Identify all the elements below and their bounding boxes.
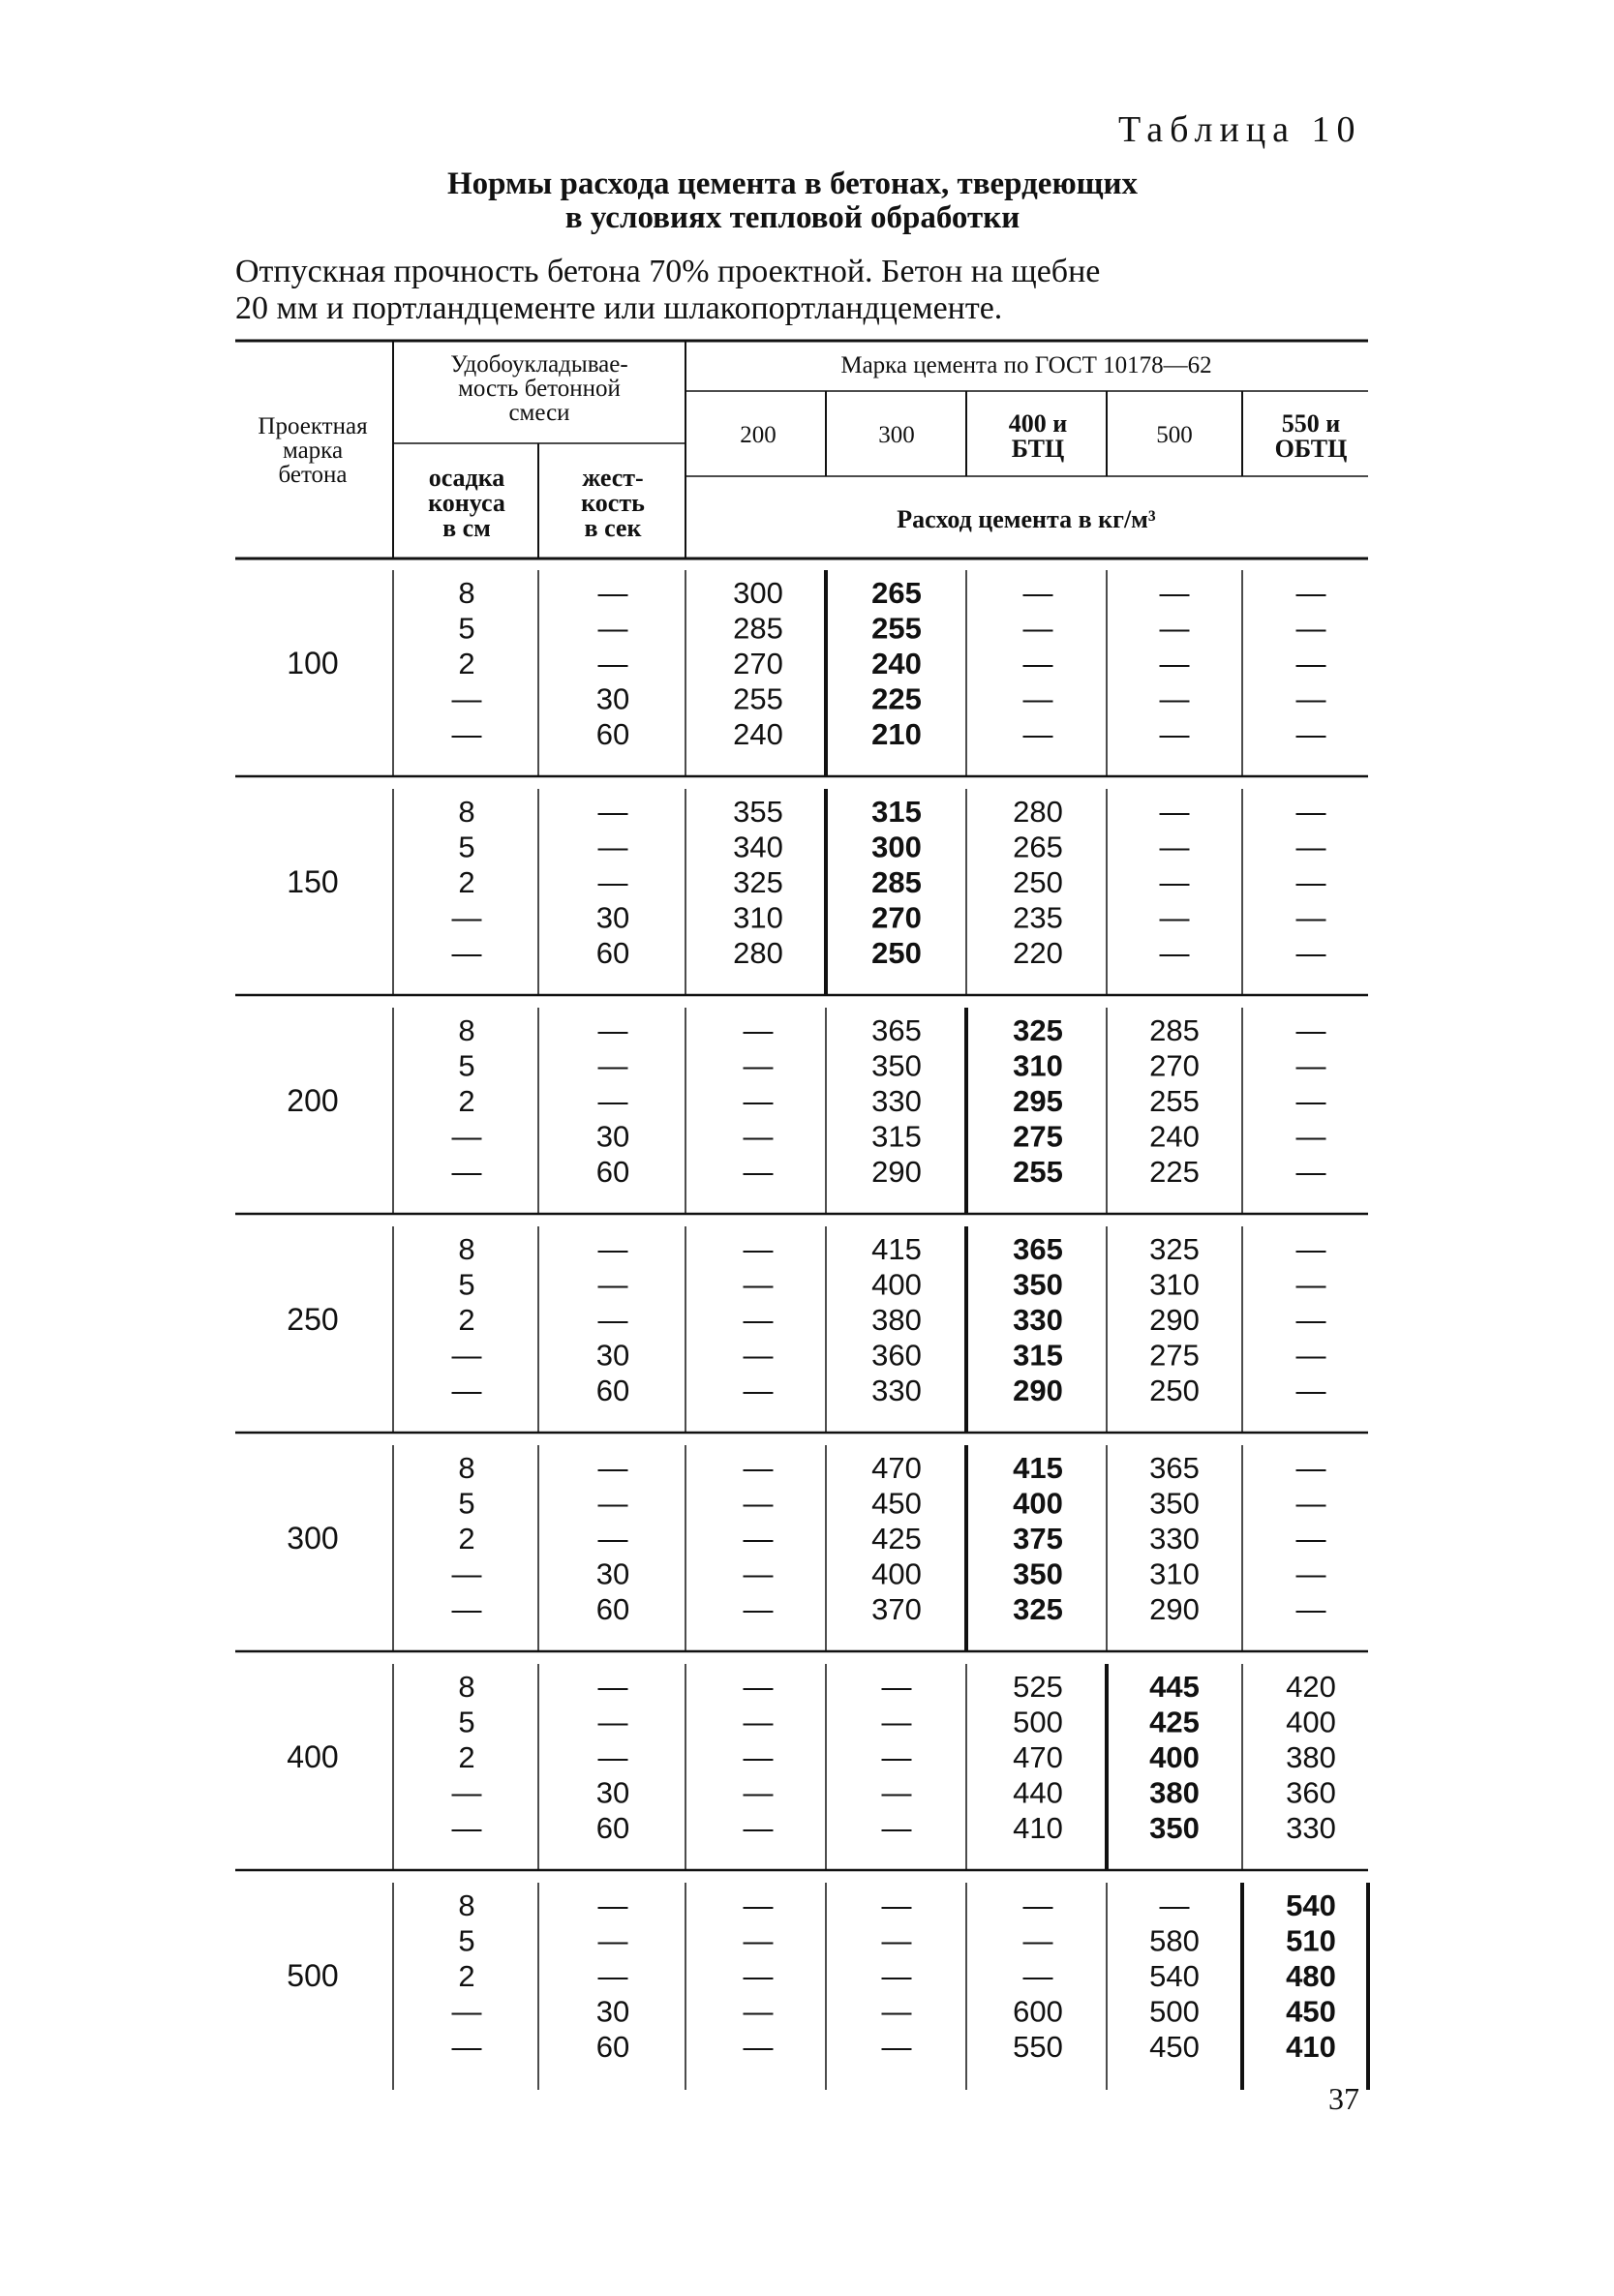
table-cell: —	[451, 936, 482, 970]
table-cell: 255	[871, 611, 922, 646]
table-cell: 365	[871, 1013, 922, 1047]
table-cell: —	[881, 1959, 912, 1993]
table-cell: 330	[871, 1374, 922, 1407]
table-cell: —	[1295, 1522, 1326, 1556]
table-cell: —	[743, 1155, 774, 1189]
table-cell: 370	[871, 1592, 922, 1626]
table-cell: —	[743, 1740, 774, 1774]
table-cell: 255	[1149, 1084, 1200, 1118]
header-workability-label: смеси	[508, 400, 570, 426]
table-cell: —	[743, 1556, 774, 1591]
table-cell: 600	[1013, 1994, 1063, 2029]
table-cell: —	[881, 1888, 912, 1922]
table-cell: 8	[458, 1013, 475, 1047]
table-cell: 425	[1149, 1705, 1200, 1739]
table-cell: —	[743, 1959, 774, 1993]
table-cell: 8	[458, 1888, 475, 1922]
table-cell: 280	[1013, 795, 1063, 829]
table-cell: —	[451, 681, 482, 716]
table-cell: 2	[458, 647, 475, 680]
table-cell: —	[1159, 865, 1190, 899]
table-cell: —	[743, 1775, 774, 1810]
table-cell: 510	[1286, 1923, 1336, 1958]
table-cell: —	[597, 1451, 628, 1485]
table-cell: 330	[871, 1084, 922, 1118]
table-cell: 360	[871, 1338, 922, 1373]
header-consumption-label: Расход цемента в кг/м³	[897, 505, 1156, 533]
table-cell: 8	[458, 795, 475, 829]
table-cell: 415	[871, 1232, 922, 1266]
table-cell: —	[451, 1811, 482, 1845]
table-cell: —	[1295, 900, 1326, 935]
grade-cell: 200	[287, 1083, 339, 1118]
table-label: Таблица 10	[1118, 109, 1362, 150]
grade-cell: 500	[287, 1958, 339, 1993]
table-cell: 400	[1286, 1705, 1336, 1739]
table-body	[287, 576, 1336, 2064]
table-cell: —	[597, 1959, 628, 1993]
table-cell: —	[743, 1486, 774, 1521]
header-stiffness-label: кость	[581, 489, 645, 517]
table-cell: —	[451, 900, 482, 935]
table-cell: 210	[871, 717, 922, 751]
table-cell: —	[1295, 795, 1326, 829]
header-brand-200: 200	[740, 422, 777, 448]
table-cell: —	[743, 1923, 774, 1958]
table-cell: 580	[1149, 1923, 1200, 1958]
grade-cell: 400	[287, 1739, 339, 1774]
table-cell: —	[451, 1994, 482, 2029]
table-cell: 30	[595, 681, 630, 716]
table-cell: —	[1295, 1451, 1326, 1485]
table-cell: 30	[595, 1119, 630, 1154]
table-cell: 8	[458, 576, 475, 610]
table-cell: 60	[595, 936, 630, 970]
table-cell: —	[1295, 1013, 1326, 1047]
table-cell: —	[1159, 830, 1190, 864]
table-cell: 275	[1013, 1119, 1063, 1154]
table-cell: —	[597, 1522, 628, 1556]
table-cell: 325	[733, 865, 783, 899]
table-cell: —	[597, 1670, 628, 1704]
table-cell: —	[1295, 1267, 1326, 1302]
table-cell: —	[597, 1705, 628, 1739]
table-cell: 8	[458, 1451, 475, 1485]
header-brand-label: ОБТЦ	[1274, 435, 1348, 463]
table-cell: —	[597, 647, 628, 680]
table-cell: 30	[595, 1556, 630, 1591]
table-cell: —	[1295, 717, 1326, 751]
table-cell: —	[881, 1775, 912, 1810]
table-cell: 380	[1149, 1775, 1200, 1810]
table-cell: 5	[458, 1705, 475, 1739]
table-cell: —	[743, 1522, 774, 1556]
table-cell: —	[451, 1374, 482, 1407]
table-cell: 60	[595, 1811, 630, 1845]
table-cell: —	[597, 1740, 628, 1774]
table-cell: —	[743, 1232, 774, 1266]
table-cell: 310	[1149, 1267, 1200, 1302]
table-cell: —	[1295, 1048, 1326, 1083]
table-cell: —	[743, 1670, 774, 1704]
header-stiffness-label: жест-	[582, 464, 644, 492]
header-slump-label: в см	[442, 514, 491, 542]
table-cell: —	[1022, 681, 1053, 716]
table-cell: —	[743, 1888, 774, 1922]
table-cell: 470	[1013, 1740, 1063, 1774]
table-cell: —	[1295, 681, 1326, 716]
table-cell: 330	[1286, 1811, 1336, 1845]
table-cell: 5	[458, 1486, 475, 1521]
table-cell: 280	[733, 936, 783, 970]
header-brand-label: БТЦ	[1011, 435, 1065, 463]
table-cell: —	[743, 1084, 774, 1118]
table-cell: 330	[1149, 1522, 1200, 1556]
table-cell: 420	[1286, 1670, 1336, 1704]
table-cell: —	[1295, 1303, 1326, 1337]
table-cell: —	[451, 2030, 482, 2064]
table-cell: 30	[595, 1994, 630, 2029]
table-cell: —	[1022, 647, 1053, 680]
table-cell: —	[743, 1267, 774, 1302]
table-cell: 8	[458, 1670, 475, 1704]
table-cell: 355	[733, 795, 783, 829]
table-cell: —	[1159, 681, 1190, 716]
header-brand-500: 500	[1156, 422, 1193, 448]
table-cell: 5	[458, 1048, 475, 1083]
table-cell: 5	[458, 611, 475, 646]
table-cell: 350	[871, 1048, 922, 1083]
table-header	[258, 351, 1347, 542]
table-cell: —	[597, 1888, 628, 1922]
table-cell: —	[451, 1556, 482, 1591]
table-cell: —	[1295, 1556, 1326, 1591]
header-slump-label: конуса	[428, 489, 505, 517]
table-cell: 440	[1013, 1775, 1063, 1810]
table-cell: 310	[1149, 1556, 1200, 1591]
header-brand-label: 400 и	[1008, 409, 1068, 438]
table-cell: —	[1295, 1592, 1326, 1626]
table-cell: —	[1022, 1923, 1053, 1958]
table-title-line-1: Нормы расхода цемента в бетонах, твердеющих	[446, 166, 1139, 201]
table-cell: 285	[733, 611, 783, 646]
table-cell: —	[881, 1994, 912, 2029]
table-cell: —	[1295, 1374, 1326, 1407]
table-cell: —	[1159, 647, 1190, 680]
table-cell: —	[451, 717, 482, 751]
table-cell: —	[597, 1084, 628, 1118]
header-grade-label: Проектная	[258, 413, 368, 439]
table-cell: —	[1295, 865, 1326, 899]
table-cell: 330	[1013, 1303, 1063, 1337]
table-cell: —	[1159, 717, 1190, 751]
table-cell: 310	[1013, 1048, 1063, 1083]
table-cell: 285	[1149, 1013, 1200, 1047]
table-title-line-2: в условиях тепловой обработки	[564, 200, 1020, 235]
header-brand-label: 550 и	[1281, 409, 1341, 438]
table-cell: —	[1295, 1119, 1326, 1154]
table-cell: 315	[1013, 1338, 1063, 1373]
table-cell: —	[597, 865, 628, 899]
table-cell: 270	[733, 647, 783, 680]
table-cell: —	[597, 1303, 628, 1337]
table-cell: 250	[1149, 1374, 1200, 1407]
table-cell: —	[881, 1740, 912, 1774]
table-cell: 250	[1013, 865, 1063, 899]
table-cell: —	[1022, 576, 1053, 610]
table-cell: —	[1295, 1232, 1326, 1266]
table-cell: —	[597, 1232, 628, 1266]
table-cell: 410	[1013, 1811, 1063, 1845]
table-cell: —	[743, 2030, 774, 2064]
table-cell: 410	[1286, 2030, 1336, 2064]
table-cell: —	[743, 1338, 774, 1373]
page-number: 37	[1328, 2081, 1359, 2116]
table-cell: 480	[1286, 1959, 1336, 1993]
table-cell: —	[1022, 717, 1053, 751]
table-cell: 300	[871, 830, 922, 864]
table-cell: —	[743, 1592, 774, 1626]
table-cell: 310	[733, 900, 783, 935]
table-cell: 450	[1286, 1994, 1336, 2029]
table-cell: 220	[1013, 936, 1063, 970]
table-cell: —	[1295, 830, 1326, 864]
table-cell: —	[1159, 936, 1190, 970]
table-cell: 450	[871, 1486, 922, 1521]
intro-line-1: Отпускная прочность бетона 70% проектной. Бетон на щебне	[235, 254, 1101, 289]
table-cell: —	[1295, 647, 1326, 680]
table-cell: —	[1295, 936, 1326, 970]
table-cell: 8	[458, 1232, 475, 1266]
table-cell: 470	[871, 1451, 922, 1485]
table-cell: 255	[1013, 1155, 1063, 1189]
table-cell: 2	[458, 1522, 475, 1556]
table-cell: —	[597, 611, 628, 646]
table-cell: 285	[871, 865, 922, 899]
table-cell: 500	[1013, 1705, 1063, 1739]
table-cell: 235	[1013, 900, 1063, 935]
table-cell: —	[451, 1592, 482, 1626]
table-cell: —	[597, 1048, 628, 1083]
table-cell: —	[743, 1705, 774, 1739]
table-cell: —	[743, 1303, 774, 1337]
table-cell: 5	[458, 1923, 475, 1958]
table-cell: 290	[1013, 1374, 1063, 1407]
table-cell: 445	[1149, 1670, 1200, 1704]
table-cell: —	[597, 576, 628, 610]
table-cell: 250	[871, 936, 922, 970]
intro-line-2: 20 мм и портландцементе или шлакопортландцементе.	[235, 290, 1003, 326]
header-brand-300: 300	[878, 422, 915, 448]
table-cell: 30	[595, 900, 630, 935]
table-cell: 295	[1013, 1084, 1063, 1118]
table-cell: 400	[1013, 1486, 1063, 1521]
table-cell: 315	[871, 795, 922, 829]
grade-cell: 300	[287, 1521, 339, 1556]
table-cell: 265	[1013, 830, 1063, 864]
table-cell: 360	[1286, 1775, 1336, 1810]
table-cell: 270	[871, 900, 922, 935]
header-slump-label: осадка	[428, 464, 505, 492]
table-cell: —	[881, 1670, 912, 1704]
table-cell: —	[1295, 576, 1326, 610]
table-cell: 325	[1149, 1232, 1200, 1266]
grade-cell: 150	[287, 864, 339, 899]
table-cell: 315	[871, 1119, 922, 1154]
table-cell: 450	[1149, 2030, 1200, 2064]
table-cell: 265	[871, 576, 922, 610]
table-cell: 290	[1149, 1592, 1200, 1626]
header-workability-label: Удобоукладывае-	[450, 351, 628, 378]
table-cell: —	[1295, 1486, 1326, 1521]
table-cell: —	[743, 1451, 774, 1485]
table-cell: 5	[458, 830, 475, 864]
table-cell: 540	[1286, 1888, 1336, 1922]
table-cell: —	[1022, 1888, 1053, 1922]
table-cell: 240	[871, 647, 922, 680]
table-cell: —	[597, 830, 628, 864]
table-cell: 380	[1286, 1740, 1336, 1774]
table-cell: —	[743, 1048, 774, 1083]
table-cell: 525	[1013, 1670, 1063, 1704]
table-cell: 380	[871, 1303, 922, 1337]
table-cell: 290	[871, 1155, 922, 1189]
table-cell: 350	[1149, 1486, 1200, 1521]
table-cell: —	[881, 1811, 912, 1845]
table-cell: 425	[871, 1522, 922, 1556]
table-cell: 540	[1149, 1959, 1200, 1993]
table-cell: —	[451, 1119, 482, 1154]
table-cell: 240	[1149, 1119, 1200, 1154]
table-cell: 300	[733, 576, 783, 610]
table-cell: —	[1159, 576, 1190, 610]
table-cell: 30	[595, 1338, 630, 1373]
table-cell: 400	[871, 1267, 922, 1302]
table-cell: 290	[1149, 1303, 1200, 1337]
table-cell: 365	[1149, 1451, 1200, 1485]
table-cell: 270	[1149, 1048, 1200, 1083]
table-cell: —	[597, 1923, 628, 1958]
table-cell: 500	[1149, 1994, 1200, 2029]
table-cell: —	[1295, 611, 1326, 646]
header-stiffness-label: в сек	[584, 514, 642, 542]
table-cell: —	[743, 1994, 774, 2029]
table-cell: 350	[1013, 1556, 1063, 1591]
table-cell: 2	[458, 865, 475, 899]
table-cell: 60	[595, 717, 630, 751]
table-cell: 60	[595, 1374, 630, 1407]
header-workability-label: мость бетонной	[458, 376, 621, 402]
table-cell: —	[743, 1811, 774, 1845]
table-cell: 60	[595, 1155, 630, 1189]
table-cell: —	[1159, 611, 1190, 646]
table-cell: 375	[1013, 1522, 1063, 1556]
table-cell: 255	[733, 681, 783, 716]
table-cell: —	[881, 1923, 912, 1958]
table-cell: —	[597, 1013, 628, 1047]
header-grade-label: бетона	[278, 462, 348, 488]
table-cell: 2	[458, 1084, 475, 1118]
grade-cell: 100	[287, 646, 339, 680]
table-cell: —	[881, 1705, 912, 1739]
grade-cell: 250	[287, 1302, 339, 1337]
header-cement-brand-label: Марка цемента по ГОСТ 10178—62	[840, 352, 1212, 378]
table-cell: —	[451, 1155, 482, 1189]
table-cell: 415	[1013, 1451, 1063, 1485]
table-cell: 240	[733, 717, 783, 751]
table-cell: 2	[458, 1959, 475, 1993]
table-cell: 325	[1013, 1013, 1063, 1047]
table-cell: 60	[595, 2030, 630, 2064]
table-cell: —	[451, 1775, 482, 1810]
table-cell: 325	[1013, 1592, 1063, 1626]
table-cell: —	[451, 1338, 482, 1373]
header-grade-label: марка	[282, 438, 344, 464]
table-cell: 400	[871, 1556, 922, 1591]
table-cell: 2	[458, 1303, 475, 1337]
table-cell: 350	[1013, 1267, 1063, 1302]
table-cell: —	[597, 1267, 628, 1302]
table-cell: —	[1022, 611, 1053, 646]
table-cell: —	[1295, 1338, 1326, 1373]
table-cell: —	[743, 1119, 774, 1154]
table-cell: —	[1295, 1155, 1326, 1189]
table-cell: 350	[1149, 1811, 1200, 1845]
table-cell: 5	[458, 1267, 475, 1302]
table-cell: 30	[595, 1775, 630, 1810]
table-cell: 275	[1149, 1338, 1200, 1373]
table-cell: 2	[458, 1740, 475, 1774]
table-cell: 340	[733, 830, 783, 864]
table-cell: —	[743, 1013, 774, 1047]
table-cell: —	[597, 795, 628, 829]
table-cell: 225	[871, 681, 922, 716]
table-cell: —	[1159, 795, 1190, 829]
table-cell: 60	[595, 1592, 630, 1626]
table-cell: 550	[1013, 2030, 1063, 2064]
table-cell: —	[1295, 1084, 1326, 1118]
table-cell: 225	[1149, 1155, 1200, 1189]
table-cell: —	[743, 1374, 774, 1407]
table-cell: 365	[1013, 1232, 1063, 1266]
table-cell: 400	[1149, 1740, 1200, 1774]
table-cell: —	[597, 1486, 628, 1521]
table-cell: —	[1159, 900, 1190, 935]
table-cell: —	[881, 2030, 912, 2064]
table-cell: —	[1159, 1888, 1190, 1922]
table-cell: —	[1022, 1959, 1053, 1993]
